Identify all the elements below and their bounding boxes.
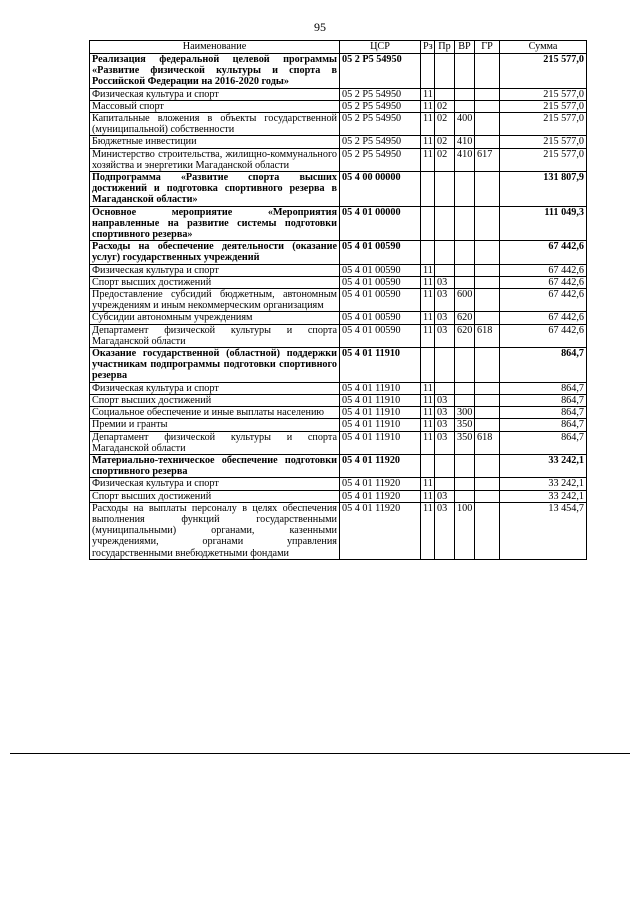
cell-sum: 215 577,0 bbox=[500, 100, 587, 112]
cell-gr bbox=[475, 454, 500, 477]
table-row bbox=[90, 324, 587, 347]
cell-gr: 618 bbox=[475, 324, 500, 347]
cell-pr bbox=[435, 348, 455, 383]
cell-sum: 67 442,6 bbox=[500, 276, 587, 288]
cell-pr bbox=[435, 454, 455, 477]
cell-csr: 05 4 01 11920 bbox=[340, 454, 421, 477]
header-gr: ГР bbox=[475, 41, 500, 54]
header-csr: ЦСР bbox=[340, 41, 421, 54]
cell-rz bbox=[421, 241, 435, 264]
table-row bbox=[90, 478, 587, 490]
cell-vr: 600 bbox=[455, 289, 475, 312]
cell-sum: 67 442,6 bbox=[500, 324, 587, 347]
table-row bbox=[90, 241, 587, 264]
header-sum: Сумма bbox=[500, 41, 587, 54]
cell-vr: 620 bbox=[455, 312, 475, 324]
cell-vr: 300 bbox=[455, 407, 475, 419]
cell-vr bbox=[455, 172, 475, 207]
cell-gr bbox=[475, 276, 500, 288]
table-row bbox=[90, 206, 587, 241]
cell-csr: 05 4 01 11910 bbox=[340, 431, 421, 454]
cell-pr: 03 bbox=[435, 431, 455, 454]
cell-pr bbox=[435, 478, 455, 490]
table-row bbox=[90, 113, 587, 136]
cell-csr: 05 4 01 00590 bbox=[340, 324, 421, 347]
cell-pr: 02 bbox=[435, 113, 455, 136]
cell-sum: 864,7 bbox=[500, 382, 587, 394]
cell-pr bbox=[435, 264, 455, 276]
cell-pr: 02 bbox=[435, 100, 455, 112]
cell-pr bbox=[435, 54, 455, 89]
cell-gr bbox=[475, 100, 500, 112]
cell-sum: 864,7 bbox=[500, 431, 587, 454]
cell-name: Премии и гранты bbox=[90, 419, 340, 431]
table-row bbox=[90, 394, 587, 406]
header-name: Наименование bbox=[90, 41, 340, 54]
table-row bbox=[90, 136, 587, 148]
table-row bbox=[90, 382, 587, 394]
cell-vr: 410 bbox=[455, 148, 475, 171]
cell-vr bbox=[455, 100, 475, 112]
cell-rz: 11 bbox=[421, 276, 435, 288]
cell-csr: 05 4 01 00590 bbox=[340, 312, 421, 324]
cell-pr bbox=[435, 88, 455, 100]
cell-csr: 05 2 Р5 54950 bbox=[340, 136, 421, 148]
cell-rz: 11 bbox=[421, 478, 435, 490]
table-row bbox=[90, 419, 587, 431]
cell-gr: 617 bbox=[475, 148, 500, 171]
cell-vr: 350 bbox=[455, 419, 475, 431]
cell-csr: 05 2 Р5 54950 bbox=[340, 54, 421, 89]
cell-sum: 67 442,6 bbox=[500, 241, 587, 264]
cell-pr: 03 bbox=[435, 289, 455, 312]
cell-vr: 350 bbox=[455, 431, 475, 454]
header-rz: Рз bbox=[421, 41, 435, 54]
table-row bbox=[90, 490, 587, 502]
cell-pr: 03 bbox=[435, 324, 455, 347]
cell-name: Предоставление субсидий бюджетным, автономным учреждениям и иным некоммерческим организациям bbox=[90, 289, 340, 312]
cell-name: Материально-техническое обеспечение подготовки спортивного резерва bbox=[90, 454, 340, 477]
header-pr: Пр bbox=[435, 41, 455, 54]
cell-name: Физическая культура и спорт bbox=[90, 382, 340, 394]
cell-pr: 03 bbox=[435, 407, 455, 419]
header-vr: ВР bbox=[455, 41, 475, 54]
cell-gr bbox=[475, 206, 500, 241]
cell-csr: 05 4 01 00590 bbox=[340, 241, 421, 264]
table-row bbox=[90, 348, 587, 383]
cell-vr: 400 bbox=[455, 113, 475, 136]
cell-pr: 03 bbox=[435, 502, 455, 559]
cell-csr: 05 4 01 11910 bbox=[340, 419, 421, 431]
cell-rz bbox=[421, 54, 435, 89]
cell-sum: 33 242,1 bbox=[500, 490, 587, 502]
cell-vr bbox=[455, 394, 475, 406]
cell-gr bbox=[475, 312, 500, 324]
cell-sum: 111 049,3 bbox=[500, 206, 587, 241]
cell-pr bbox=[435, 172, 455, 207]
cell-sum: 215 577,0 bbox=[500, 113, 587, 136]
cell-sum: 215 577,0 bbox=[500, 88, 587, 100]
cell-rz: 11 bbox=[421, 419, 435, 431]
cell-csr: 05 4 01 00590 bbox=[340, 276, 421, 288]
table-row bbox=[90, 264, 587, 276]
table-body bbox=[90, 54, 587, 560]
cell-csr: 05 4 00 00000 bbox=[340, 172, 421, 207]
cell-sum: 215 577,0 bbox=[500, 54, 587, 89]
cell-pr: 03 bbox=[435, 490, 455, 502]
cell-csr: 05 2 Р5 54950 bbox=[340, 88, 421, 100]
cell-gr bbox=[475, 382, 500, 394]
cell-gr bbox=[475, 419, 500, 431]
cell-rz: 11 bbox=[421, 502, 435, 559]
cell-sum: 13 454,7 bbox=[500, 502, 587, 559]
cell-name: Спорт высших достижений bbox=[90, 394, 340, 406]
cell-vr: 620 bbox=[455, 324, 475, 347]
cell-gr bbox=[475, 407, 500, 419]
cell-name: Министерство строительства, жилищно-коммунального хозяйства и энергетики Магаданской области bbox=[90, 148, 340, 171]
cell-csr: 05 4 01 11920 bbox=[340, 490, 421, 502]
cell-vr bbox=[455, 276, 475, 288]
table-row bbox=[90, 276, 587, 288]
cell-csr: 05 4 01 11920 bbox=[340, 478, 421, 490]
cell-gr bbox=[475, 241, 500, 264]
table-row bbox=[90, 100, 587, 112]
cell-csr: 05 4 01 11920 bbox=[340, 502, 421, 559]
cell-gr bbox=[475, 54, 500, 89]
cell-sum: 864,7 bbox=[500, 394, 587, 406]
cell-gr bbox=[475, 348, 500, 383]
table-row bbox=[90, 148, 587, 171]
table-row bbox=[90, 407, 587, 419]
cell-rz: 11 bbox=[421, 88, 435, 100]
cell-rz: 11 bbox=[421, 264, 435, 276]
cell-vr bbox=[455, 206, 475, 241]
cell-sum: 215 577,0 bbox=[500, 148, 587, 171]
table-row bbox=[90, 172, 587, 207]
cell-gr bbox=[475, 490, 500, 502]
page-number: 95 bbox=[314, 20, 326, 34]
table-row bbox=[90, 454, 587, 477]
cell-pr: 03 bbox=[435, 419, 455, 431]
cell-gr bbox=[475, 88, 500, 100]
cell-gr bbox=[475, 289, 500, 312]
cell-sum: 67 442,6 bbox=[500, 289, 587, 312]
cell-name: Массовый спорт bbox=[90, 100, 340, 112]
cell-csr: 05 2 Р5 54950 bbox=[340, 113, 421, 136]
cell-vr bbox=[455, 264, 475, 276]
cell-csr: 05 4 01 00590 bbox=[340, 264, 421, 276]
cell-name: Физическая культура и спорт bbox=[90, 264, 340, 276]
cell-gr bbox=[475, 264, 500, 276]
cell-csr: 05 4 01 11910 bbox=[340, 394, 421, 406]
table-row bbox=[90, 88, 587, 100]
cell-name: Социальное обеспечение и иные выплаты населению bbox=[90, 407, 340, 419]
cell-sum: 67 442,6 bbox=[500, 312, 587, 324]
table-row bbox=[90, 502, 587, 559]
cell-sum: 33 242,1 bbox=[500, 478, 587, 490]
cell-rz: 11 bbox=[421, 490, 435, 502]
cell-gr bbox=[475, 394, 500, 406]
cell-gr bbox=[475, 478, 500, 490]
cell-name: Основное мероприятие «Мероприятия направленные на развитие системы подготовки спортивного резерва» bbox=[90, 206, 340, 241]
cell-sum: 33 242,1 bbox=[500, 454, 587, 477]
cell-name: Оказание государственной (областной) поддержки участникам подпрограммы подготовки спортивного резерва bbox=[90, 348, 340, 383]
cell-name: Капитальные вложения в объекты государственной (муниципальной) собственности bbox=[90, 113, 340, 136]
cell-vr bbox=[455, 490, 475, 502]
table-row bbox=[90, 289, 587, 312]
cell-rz: 11 bbox=[421, 100, 435, 112]
cell-rz: 11 bbox=[421, 148, 435, 171]
cell-pr: 03 bbox=[435, 394, 455, 406]
cell-csr: 05 2 Р5 54950 bbox=[340, 148, 421, 171]
cell-vr bbox=[455, 88, 475, 100]
cell-csr: 05 4 01 00000 bbox=[340, 206, 421, 241]
cell-name: Департамент физической культуры и спорта Магаданской области bbox=[90, 431, 340, 454]
cell-sum: 215 577,0 bbox=[500, 136, 587, 148]
cell-name: Физическая культура и спорт bbox=[90, 478, 340, 490]
cell-rz: 11 bbox=[421, 312, 435, 324]
table-row bbox=[90, 431, 587, 454]
cell-rz: 11 bbox=[421, 382, 435, 394]
cell-name: Департамент физической культуры и спорта Магаданской области bbox=[90, 324, 340, 347]
cell-pr bbox=[435, 206, 455, 241]
cell-gr bbox=[475, 172, 500, 207]
cell-vr bbox=[455, 348, 475, 383]
cell-vr bbox=[455, 382, 475, 394]
cell-rz: 11 bbox=[421, 289, 435, 312]
cell-sum: 864,7 bbox=[500, 348, 587, 383]
budget-table bbox=[89, 40, 587, 560]
cell-name: Расходы на обеспечение деятельности (оказание услуг) государственных учреждений bbox=[90, 241, 340, 264]
cell-rz: 11 bbox=[421, 394, 435, 406]
cell-name: Спорт высших достижений bbox=[90, 490, 340, 502]
cell-name: Расходы на выплаты персоналу в целях обеспечения выполнения функций государственными (муниципальными) органами, казенными учреждениями, органами управления государственными внебюджетными фондами bbox=[90, 502, 340, 559]
cell-vr: 100 bbox=[455, 502, 475, 559]
table-header-row bbox=[90, 41, 587, 54]
cell-pr: 03 bbox=[435, 276, 455, 288]
cell-name: Бюджетные инвестиции bbox=[90, 136, 340, 148]
cell-rz: 11 bbox=[421, 113, 435, 136]
cell-sum: 864,7 bbox=[500, 419, 587, 431]
table-row bbox=[90, 312, 587, 324]
cell-csr: 05 4 01 11910 bbox=[340, 407, 421, 419]
cell-vr bbox=[455, 478, 475, 490]
cell-rz bbox=[421, 348, 435, 383]
cell-vr bbox=[455, 54, 475, 89]
cell-name: Реализация федеральной целевой программы «Развитие физической культуры и спорта в Российской Федерации на 2016-2020 годы» bbox=[90, 54, 340, 89]
cell-rz bbox=[421, 172, 435, 207]
cell-rz: 11 bbox=[421, 136, 435, 148]
cell-csr: 05 2 Р5 54950 bbox=[340, 100, 421, 112]
cell-pr bbox=[435, 241, 455, 264]
cell-rz bbox=[421, 454, 435, 477]
cell-vr: 410 bbox=[455, 136, 475, 148]
cell-gr bbox=[475, 113, 500, 136]
cell-vr bbox=[455, 241, 475, 264]
cell-pr: 02 bbox=[435, 148, 455, 171]
cell-name: Спорт высших достижений bbox=[90, 276, 340, 288]
cell-csr: 05 4 01 00590 bbox=[340, 289, 421, 312]
cell-name: Физическая культура и спорт bbox=[90, 88, 340, 100]
cell-vr bbox=[455, 454, 475, 477]
cell-sum: 131 807,9 bbox=[500, 172, 587, 207]
cell-rz: 11 bbox=[421, 431, 435, 454]
cell-name: Подпрограмма «Развитие спорта высших достижений и подготовка спортивного резерва в Магаданской области» bbox=[90, 172, 340, 207]
cell-csr: 05 4 01 11910 bbox=[340, 382, 421, 394]
cell-name: Субсидии автономным учреждениям bbox=[90, 312, 340, 324]
cell-rz: 11 bbox=[421, 324, 435, 347]
cell-rz: 11 bbox=[421, 407, 435, 419]
table-row bbox=[90, 54, 587, 89]
cell-sum: 67 442,6 bbox=[500, 264, 587, 276]
cell-sum: 864,7 bbox=[500, 407, 587, 419]
cell-gr: 618 bbox=[475, 431, 500, 454]
cell-gr bbox=[475, 502, 500, 559]
cell-csr: 05 4 01 11910 bbox=[340, 348, 421, 383]
footer-divider bbox=[10, 753, 630, 754]
cell-pr bbox=[435, 382, 455, 394]
cell-pr: 02 bbox=[435, 136, 455, 148]
cell-rz bbox=[421, 206, 435, 241]
cell-gr bbox=[475, 136, 500, 148]
cell-pr: 03 bbox=[435, 312, 455, 324]
